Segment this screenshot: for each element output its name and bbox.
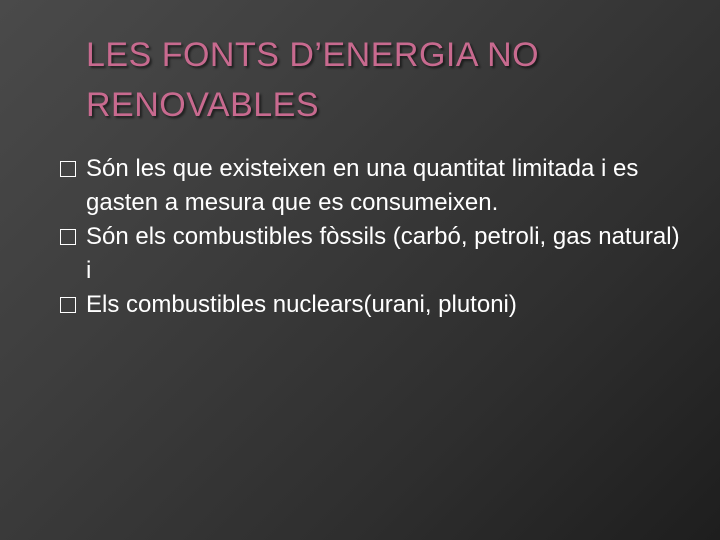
bullet-list xyxy=(60,152,680,322)
bullet-item xyxy=(60,152,680,220)
square-bullet-icon xyxy=(60,229,76,245)
square-bullet-icon xyxy=(60,161,76,177)
bullet-item xyxy=(60,288,680,322)
bullet-text: Són els combustibles fòssils (carbó, petroli, gas natural) i xyxy=(86,223,680,284)
bullet-item xyxy=(60,220,680,288)
bullet-text: Els combustibles nuclears(urani, plutoni) xyxy=(86,291,517,318)
square-bullet-icon xyxy=(60,297,76,313)
slide-title: LES FONTS D’ENERGIA NO RENOVABLES xyxy=(86,36,540,124)
bullet-text: Són les que existeixen en una quantitat limitada i es gasten a mesura que es consumeixen. xyxy=(86,155,639,216)
